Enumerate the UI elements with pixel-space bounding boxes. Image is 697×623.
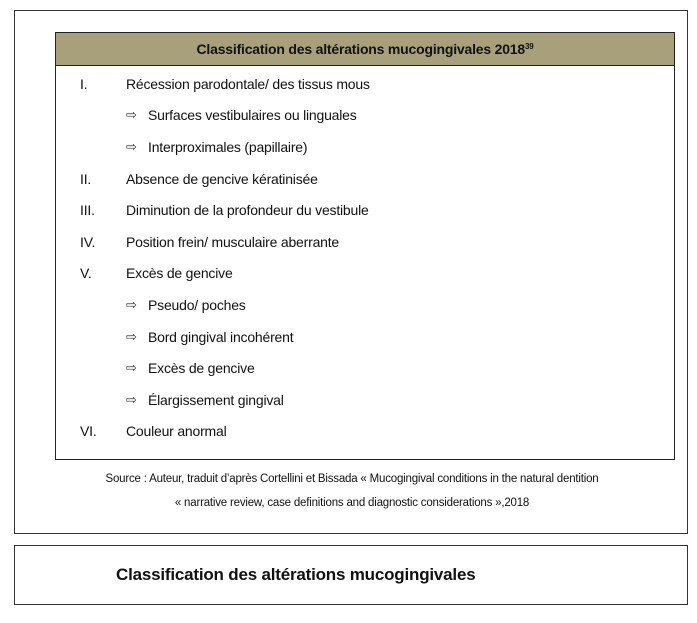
subcategory-row [56, 100, 674, 132]
category-row [56, 258, 674, 290]
category-row [56, 194, 674, 226]
row-label: Excès de gencive [126, 265, 233, 282]
table-rows [56, 66, 674, 447]
row-label: Position frein/ musculaire aberrante [126, 233, 340, 250]
row-label: Surfaces vestibulaires ou linguales [148, 107, 357, 124]
category-row [56, 226, 674, 258]
roman-numeral: II. [80, 170, 92, 187]
row-label: Excès de gencive [148, 360, 255, 377]
caption-frame [14, 545, 688, 605]
arrow-right-icon: ⇨ [126, 328, 137, 344]
arrow-right-icon: ⇨ [126, 296, 137, 312]
arrow-right-icon: ⇨ [126, 391, 137, 407]
subcategory-row [56, 352, 674, 384]
subcategory-row [56, 384, 674, 416]
reference-number: 39 [524, 41, 534, 51]
subcategory-row [56, 321, 674, 353]
classification-table [55, 32, 675, 460]
roman-numeral: III. [80, 202, 95, 219]
row-label: Absence de gencive kératinisée [126, 170, 318, 187]
row-label: Bord gingival incohérent [148, 328, 294, 345]
row-label: Élargissement gingival [148, 391, 284, 408]
category-row [56, 68, 674, 100]
arrow-right-icon: ⇨ [126, 138, 137, 154]
roman-numeral: I. [80, 75, 88, 92]
source-line-1: Source : Auteur, traduit d’après Cortellini et Bissada « Mucogingival conditions in the natural dentition [105, 473, 599, 485]
category-row [56, 163, 674, 195]
roman-numeral: VI. [80, 423, 97, 440]
row-label: Interproximales (papillaire) [148, 138, 308, 155]
table-header [56, 33, 674, 66]
source-note [15, 467, 689, 515]
row-label: Couleur anormal [126, 423, 227, 440]
subcategory-row [56, 289, 674, 321]
arrow-right-icon: ⇨ [126, 360, 137, 376]
category-row [56, 416, 674, 448]
row-label: Pseudo/ poches [148, 296, 246, 313]
arrow-right-icon: ⇨ [126, 107, 137, 123]
table-title: Classification des altérations mucogingivales 2018 [196, 41, 525, 57]
roman-numeral: IV. [80, 233, 96, 250]
figure-frame [14, 10, 688, 534]
subcategory-row [56, 131, 674, 163]
roman-numeral: V. [80, 265, 92, 282]
row-label: Diminution de la profondeur du vestibule [126, 202, 369, 219]
figure-caption: Classification des altérations mucogingivales [116, 565, 476, 584]
source-line-2: « narrative review, case definitions and diagnostic considerations »,2018 [174, 497, 530, 509]
row-label: Récession parodontale/ des tissus mous [126, 75, 370, 92]
